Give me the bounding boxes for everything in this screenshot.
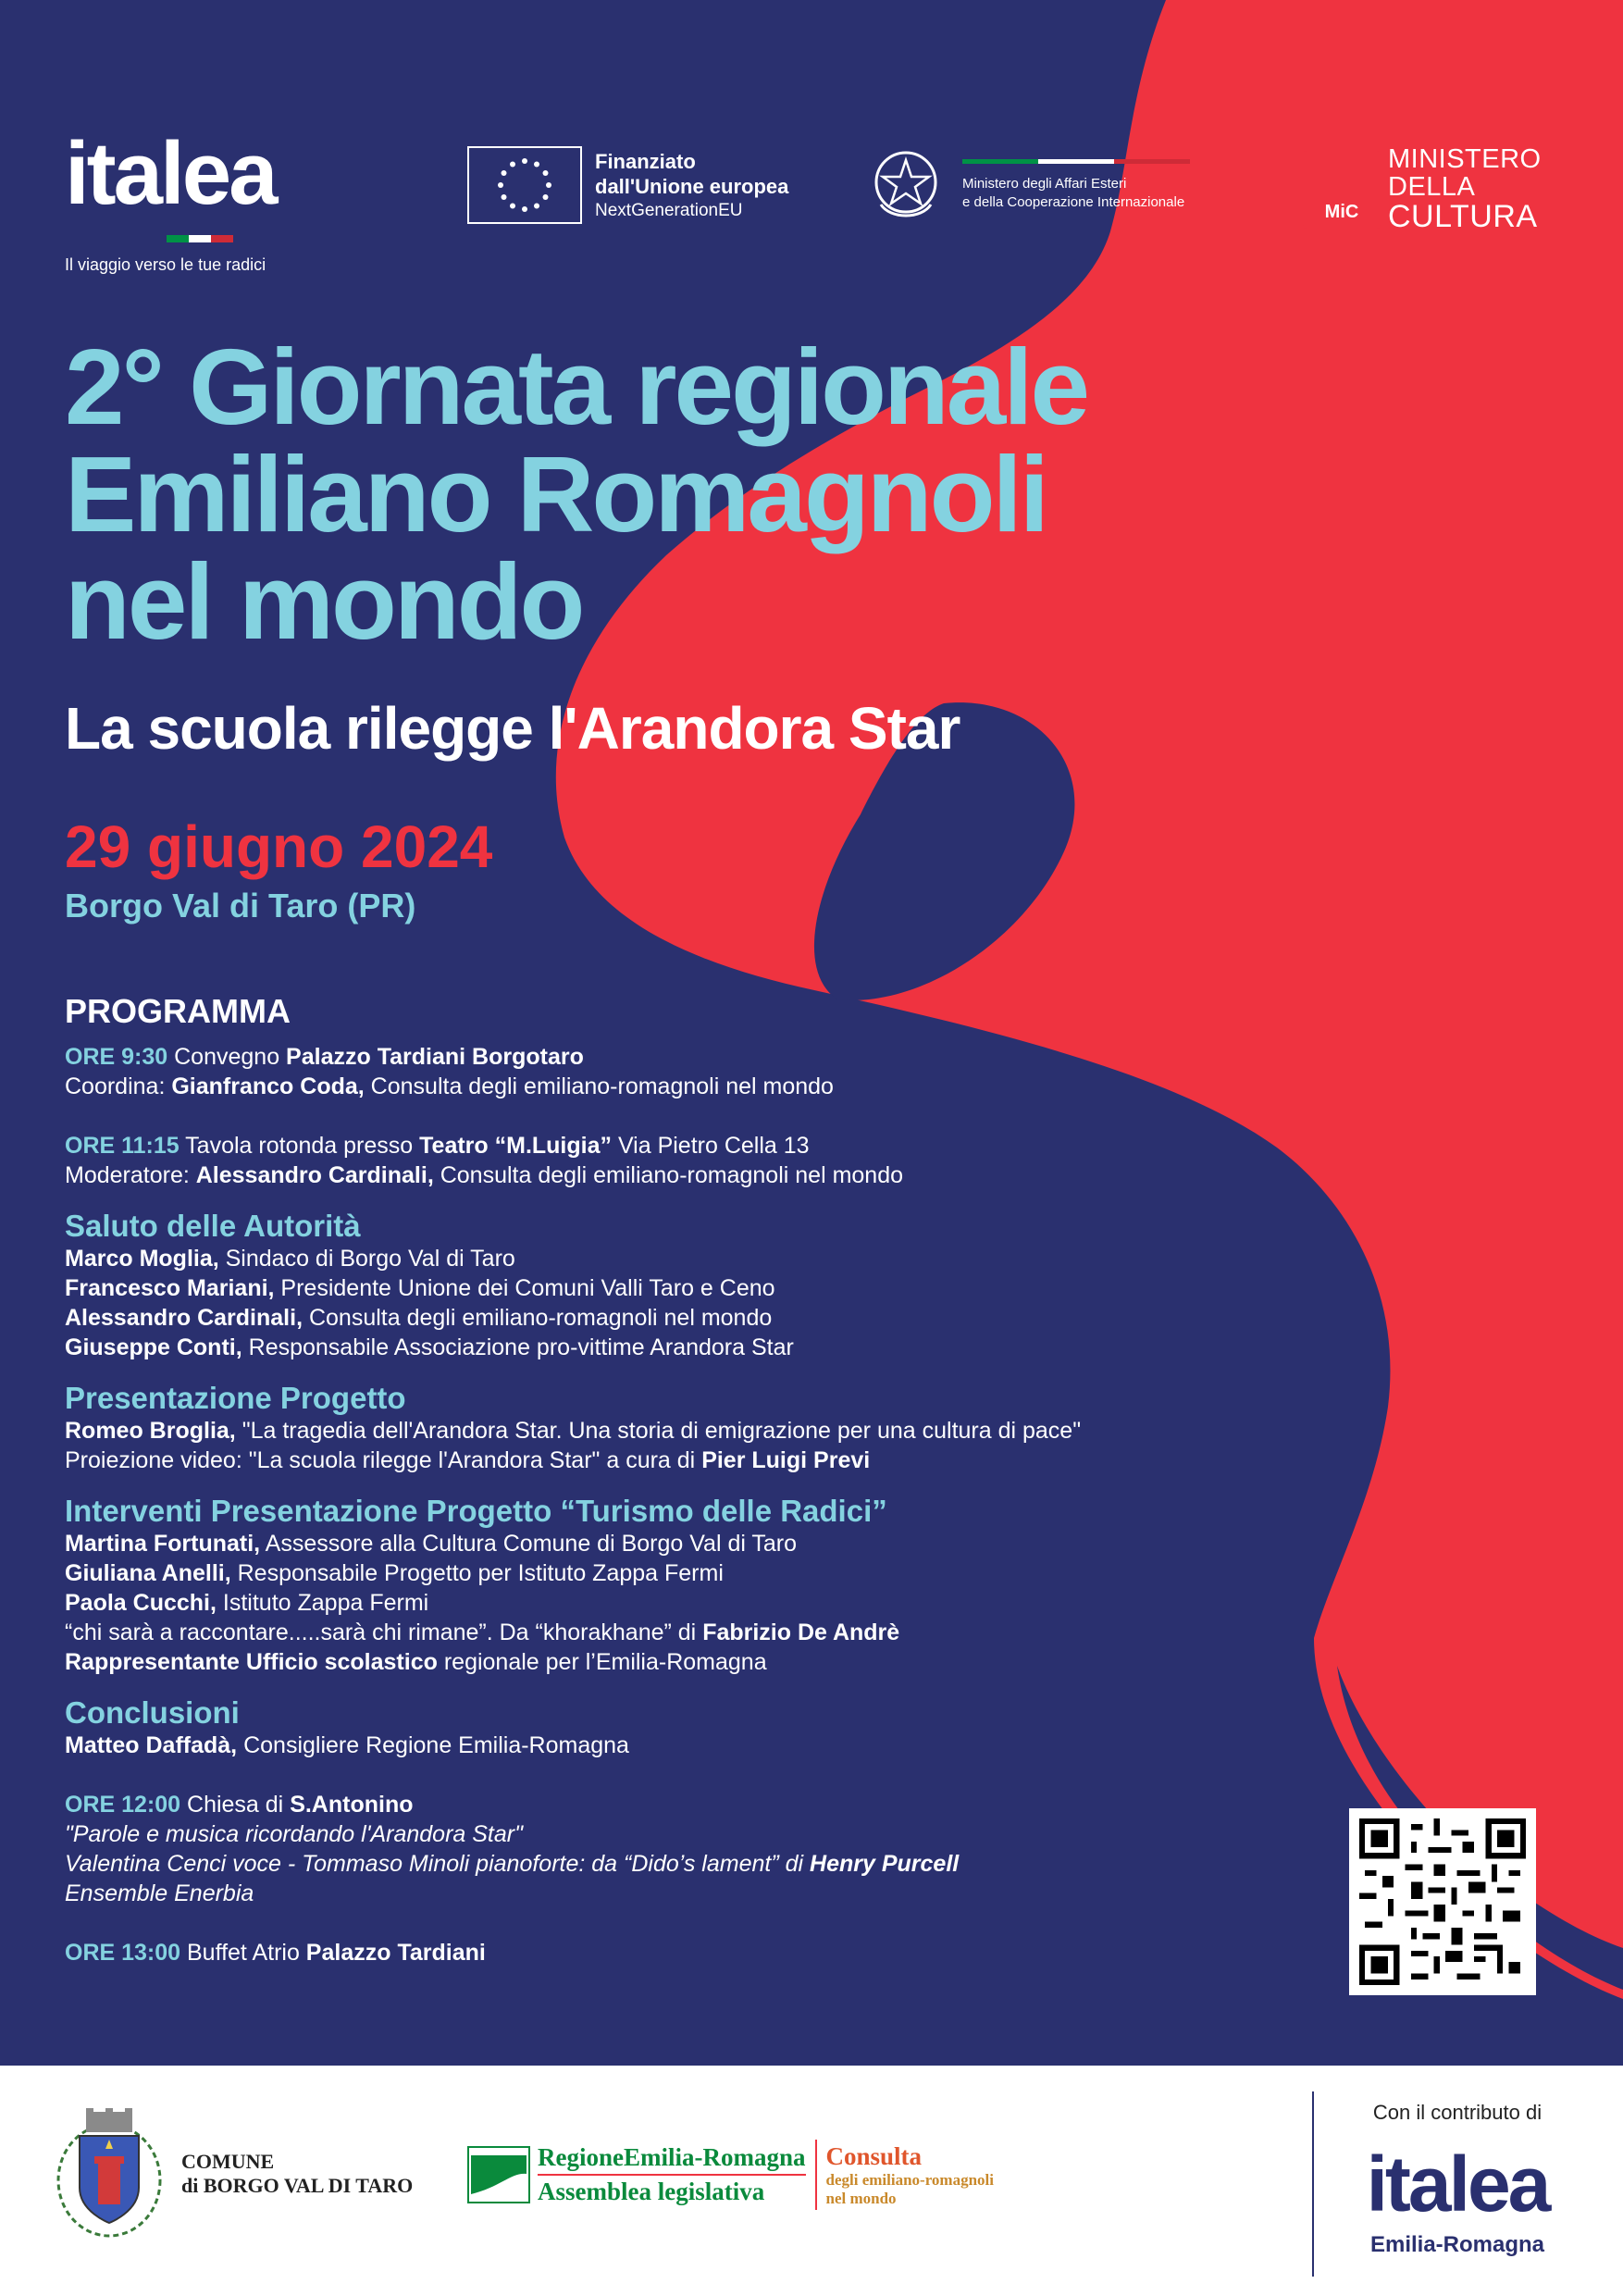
- program-block-1115: [65, 1131, 1268, 1190]
- venue: Palazzo Tardiani Borgotaro: [286, 1044, 584, 1070]
- text: Via Pietro Cella 13: [612, 1133, 810, 1159]
- qr-code[interactable]: [1349, 1808, 1536, 1995]
- text: Proiezione video: "La scuola rilegge l'Arandora Star" a cura di: [65, 1447, 702, 1473]
- comune-line2: di BORGO VAL DI TARO: [181, 2174, 414, 2197]
- section-title: Saluto delle Autorità: [65, 1209, 361, 1243]
- comune-line1: COMUNE: [181, 2149, 275, 2173]
- event-subtitle: La scuola rilegge l'Arandora Star: [65, 695, 960, 762]
- list-item: [65, 1558, 1268, 1588]
- person-name: Alessandro Cardinali,: [195, 1162, 434, 1188]
- list-item: [65, 1333, 1268, 1362]
- time-label: ORE 13:00: [65, 1940, 181, 1966]
- list-item: [65, 1303, 1268, 1333]
- qr-code-icon: [1359, 1818, 1526, 1985]
- ministero-cultura-logo: [1303, 146, 1542, 233]
- section-interventi: [65, 1494, 1268, 1677]
- coat-of-arms-icon: [54, 2104, 165, 2243]
- venue: Palazzo Tardiani: [305, 1940, 486, 1966]
- text: Coordina:: [65, 1074, 172, 1099]
- program-heading: PROGRAMMA: [65, 992, 291, 1030]
- eu-funding-logo: [467, 146, 788, 224]
- text: "La tragedia dell'Arandora Star. Una storia di emigrazione per una cultura di pace": [235, 1418, 1082, 1444]
- title-line3: nel mondo: [65, 541, 583, 662]
- person-name: Giuseppe Conti,: [65, 1334, 242, 1360]
- regione-line1: RegioneEmilia-Romagna: [538, 2143, 806, 2176]
- event-title: [65, 327, 1088, 662]
- text: Chiesa di: [180, 1792, 291, 1818]
- title-line2: Emiliano Romagnoli: [65, 434, 1047, 554]
- section-presentazione: [65, 1381, 1268, 1475]
- list-item: [65, 1588, 1268, 1618]
- footer: [0, 2066, 1623, 2296]
- italea-wordmark: italea: [1366, 2141, 1549, 2228]
- program: [65, 992, 1268, 1997]
- person-name: Matteo Daffadà,: [65, 1732, 238, 1758]
- text: regionale per l’Emilia-Romagna: [437, 1649, 767, 1675]
- consulta-logo: [826, 2142, 995, 2207]
- person-name: Marco Moglia,: [65, 1246, 219, 1272]
- comune-logo: [54, 2104, 413, 2243]
- person-role: Istituto Zappa Fermi: [216, 1590, 429, 1616]
- text: Ensemble Enerbia: [65, 1880, 254, 1906]
- regione-assemblea-logo: [467, 2140, 994, 2210]
- person-name: Gianfranco Coda,: [171, 1074, 365, 1099]
- consulta-line2: degli emiliano-romagnoli: [825, 2170, 994, 2189]
- time-label: ORE 11:15: [65, 1133, 180, 1159]
- text: Consulta degli emiliano-romagnoli nel mondo: [364, 1074, 834, 1099]
- section-title: Presentazione Progetto: [65, 1381, 406, 1415]
- person-role: Responsabile Progetto per Istituto Zappa Fermi: [230, 1560, 724, 1586]
- program-block-1200: [65, 1790, 1268, 1908]
- text: Tavola rotonda presso: [179, 1133, 420, 1159]
- person-name: Giuliana Anelli,: [65, 1560, 231, 1586]
- text: Convegno: [167, 1044, 287, 1070]
- italea-region: Emilia-Romagna: [1369, 2232, 1545, 2257]
- consulta-line3: nel mondo: [825, 2189, 897, 2207]
- person-role: Responsabile Associazione pro-vittime Arandora Star: [242, 1334, 794, 1360]
- eu-text-line3: NextGenerationEU: [595, 200, 743, 220]
- person-name: Romeo Broglia,: [65, 1418, 236, 1444]
- section-title: Conclusioni: [65, 1695, 240, 1730]
- contributo-label: Con il contributo di: [1372, 2101, 1542, 2124]
- text: "Parole e musica ricordando l'Arandora Star": [65, 1821, 523, 1847]
- person-role: Assessore alla Cultura Comune di Borgo Val di Taro: [260, 1531, 798, 1557]
- italea-logo: [65, 124, 276, 275]
- eu-text-line1: Finanziato: [595, 149, 696, 173]
- section-saluto: [65, 1209, 1268, 1362]
- office-name: Rappresentante Ufficio scolastico: [65, 1649, 438, 1675]
- person-role: Consulta degli emiliano-romagnoli nel mondo: [303, 1305, 773, 1331]
- list-item: [65, 1244, 1268, 1273]
- text: Valentina Cenci voce - Tommaso Minoli pianoforte: da “Dido’s lament” di: [65, 1851, 811, 1877]
- regione-emilia-romagna-icon: [467, 2146, 530, 2203]
- title-line1: 2° Giornata regionale: [65, 327, 1088, 447]
- italea-tagline: Il viaggio verso le tue radici: [65, 255, 266, 274]
- person-name: Pier Luigi Previ: [701, 1447, 871, 1473]
- event-date: 29 giugno 2024: [65, 813, 493, 880]
- list-item: [65, 1529, 1268, 1558]
- text: Moderatore:: [65, 1162, 196, 1188]
- person-name: Henry Purcell: [810, 1851, 960, 1877]
- person-role: Presidente Unione dei Comuni Valli Taro e Ceno: [274, 1275, 775, 1301]
- tricolor-bar: [962, 159, 1190, 164]
- person-name: Francesco Mariani,: [65, 1275, 275, 1301]
- section-title: Interventi Presentazione Progetto “Turismo delle Radici”: [65, 1494, 887, 1528]
- person-name: Alessandro Cardinali,: [65, 1305, 304, 1331]
- italea-contributo-logo: [1346, 2101, 1568, 2258]
- time-label: ORE 9:30: [65, 1044, 168, 1070]
- text: “chi sarà a raccontare.....sarà chi rimane”. Da “khorakhane” di: [65, 1620, 703, 1645]
- section-conclusioni: [65, 1695, 1268, 1760]
- person-name: Paola Cucchi,: [65, 1590, 217, 1616]
- eu-text-line2: dall'Unione europea: [595, 175, 789, 199]
- mic-text-line3: CULTURA: [1388, 199, 1538, 235]
- program-block-0930: [65, 1042, 1268, 1101]
- person-name: Martina Fortunati,: [65, 1531, 261, 1557]
- divider: [1312, 2091, 1314, 2277]
- italian-republic-emblem-icon: [870, 143, 942, 227]
- text: Buffet Atrio: [180, 1940, 306, 1966]
- maeci-text-line2: e della Cooperazione Internazionale: [962, 193, 1185, 210]
- italian-flag-stripe: [167, 235, 233, 242]
- venue: S.Antonino: [290, 1792, 414, 1818]
- eu-stars-icon: [467, 146, 582, 224]
- person-role: Sindaco di Borgo Val di Taro: [218, 1246, 515, 1272]
- time-label: ORE 12:00: [65, 1792, 181, 1818]
- event-place: Borgo Val di Taro (PR): [65, 887, 416, 925]
- mic-text-line2: DELLA: [1388, 171, 1476, 202]
- program-block-1300: [65, 1938, 1268, 1967]
- person-role: Consigliere Regione Emilia-Romagna: [237, 1732, 629, 1758]
- text: Consulta degli emiliano-romagnoli nel mondo: [433, 1162, 904, 1188]
- divider: [815, 2140, 817, 2210]
- list-item: [65, 1273, 1268, 1303]
- maeci-logo: [870, 143, 1190, 227]
- italea-wordmark: italea: [65, 124, 276, 223]
- person-name: Fabrizio De Andrè: [702, 1620, 900, 1645]
- maeci-text-line1: Ministero degli Affari Esteri: [962, 176, 1127, 192]
- mic-mark: MiC: [1303, 151, 1381, 229]
- mic-text-line1: MINISTERO: [1388, 144, 1542, 174]
- venue: Teatro “M.Luigia”: [419, 1133, 612, 1159]
- consulta-line1: Consulta: [825, 2141, 923, 2170]
- regione-line2: Assemblea legislativa: [538, 2178, 765, 2205]
